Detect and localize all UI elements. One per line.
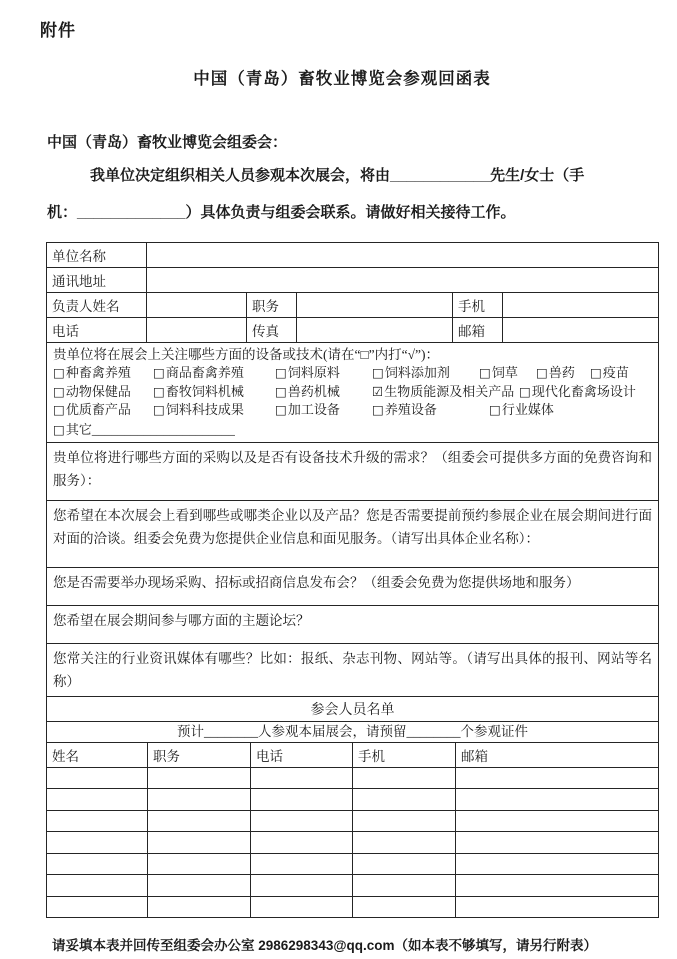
- question-forum-text: 您希望在展会期间参与哪方面的主题论坛？: [53, 612, 310, 628]
- participant-row: [47, 875, 659, 897]
- participant-cell-name[interactable]: [47, 832, 148, 854]
- participant-cell-mobile[interactable]: [353, 789, 456, 811]
- position-label: 职务: [247, 293, 297, 318]
- checkbox-unchecked-icon: □: [153, 383, 165, 399]
- other-blank[interactable]: ______________________: [91, 421, 235, 437]
- address-input[interactable]: [147, 268, 659, 293]
- checkbox-unchecked-icon: □: [489, 402, 501, 418]
- checkbox-option-label: 优质畜产品: [65, 402, 131, 418]
- participant-cell-email[interactable]: [456, 767, 659, 789]
- participant-cell-email[interactable]: [456, 853, 659, 875]
- participant-header-name: 姓名: [47, 742, 148, 767]
- question-companies-text: 您希望在本次展会上看到哪些或哪类企业以及产品？您是否需要提前预约参展企业在展会期间进行面对面的洽谈。组委会免费为您提供企业信息和面见服务。（请写出具体企业名称）：: [53, 507, 652, 546]
- other-option[interactable]: [53, 420, 652, 439]
- address-label: 通讯地址: [47, 268, 147, 293]
- company-name-label: 单位名称: [47, 243, 147, 268]
- checkbox-option-label: 兽药: [548, 365, 575, 380]
- participant-cell-phone[interactable]: [251, 789, 353, 811]
- participant-row: [47, 767, 659, 789]
- interest-checkbox-rows: [53, 364, 652, 420]
- checkbox-option[interactable]: [275, 364, 372, 383]
- checkbox-option[interactable]: [153, 401, 275, 420]
- checkbox-unchecked-icon: □: [275, 402, 287, 418]
- attachment-label: 附件: [40, 21, 76, 40]
- participant-cell-mobile[interactable]: [353, 875, 456, 897]
- checkbox-option[interactable]: [372, 383, 519, 402]
- checkbox-option-label: 现代化畜禽场设计: [531, 383, 636, 399]
- checkbox-option[interactable]: [519, 383, 636, 402]
- checkbox-checked-icon: ☑: [372, 383, 384, 399]
- checkbox-option-label: 疫苗: [602, 365, 629, 380]
- checkbox-option-label: 饲料原料: [287, 365, 340, 380]
- question-press-conference-text: 您是否需要举办现场采购、招标或招商信息发布会？（组委会免费为您提供场地和服务）: [53, 574, 580, 590]
- question-procurement[interactable]: [47, 442, 659, 500]
- participant-cell-phone[interactable]: [251, 896, 353, 918]
- participant-header-phone: 电话: [251, 742, 353, 767]
- company-name-input[interactable]: [147, 243, 659, 268]
- question-forum[interactable]: [47, 605, 659, 643]
- participant-cell-email[interactable]: [456, 810, 659, 832]
- mobile-input[interactable]: [503, 293, 659, 318]
- checkbox-option[interactable]: [590, 364, 629, 383]
- fax-input[interactable]: [297, 318, 453, 343]
- checkbox-option[interactable]: [153, 364, 275, 383]
- participant-cell-email[interactable]: [456, 832, 659, 854]
- checkbox-option-label: 商品畜禽养殖: [165, 365, 244, 380]
- participant-cell-position[interactable]: [148, 810, 251, 832]
- participant-cell-mobile[interactable]: [353, 832, 456, 854]
- participant-cell-phone[interactable]: [251, 767, 353, 789]
- checkbox-unchecked-icon: □: [53, 365, 65, 380]
- checkbox-option-label: 饲料科技成果: [165, 402, 244, 418]
- participant-header-mobile: 手机: [353, 742, 456, 767]
- participant-cell-position[interactable]: [148, 875, 251, 897]
- question-press-conference[interactable]: [47, 567, 659, 605]
- participant-cell-position[interactable]: [148, 767, 251, 789]
- participant-cell-email[interactable]: [456, 896, 659, 918]
- participant-cell-name[interactable]: [47, 789, 148, 811]
- participant-cell-mobile[interactable]: [353, 810, 456, 832]
- checkbox-option-label: 加工设备: [287, 402, 340, 418]
- checkbox-unchecked-icon: □: [590, 365, 602, 380]
- checkbox-unchecked-icon: □: [372, 365, 384, 380]
- participants-estimate[interactable]: 预计________人参观本届展会，请预留________个参观证件: [47, 721, 659, 742]
- checkbox-option[interactable]: [275, 383, 372, 402]
- participant-cell-position[interactable]: [148, 853, 251, 875]
- checkbox-option-label: 动物保健品: [65, 383, 131, 399]
- email-input[interactable]: [503, 318, 659, 343]
- participant-row: [47, 810, 659, 832]
- checkbox-unchecked-icon: □: [536, 365, 548, 380]
- participant-header-row: [47, 742, 659, 767]
- participant-row: [47, 896, 659, 918]
- participant-cell-name[interactable]: [47, 853, 148, 875]
- checkbox-option[interactable]: [53, 401, 153, 420]
- checkbox-unchecked-icon: □: [153, 365, 165, 380]
- question-media[interactable]: [47, 643, 659, 696]
- checkbox-row: [53, 401, 652, 420]
- checkbox-option[interactable]: [53, 383, 153, 402]
- participants-table: [46, 742, 659, 919]
- participant-cell-name[interactable]: [47, 896, 148, 918]
- question-procurement-text: 贵单位将进行哪些方面的采购以及是否有设备技术升级的需求？（组委会可提供多方面的免费咨询和服务）：: [53, 449, 652, 488]
- participant-header-email: 邮箱: [456, 742, 659, 767]
- intro-line-1: 我单位决定组织相关人员参观本次展会，将由____________先生/女士（手: [90, 167, 585, 184]
- checkbox-option[interactable]: [153, 383, 275, 402]
- contact-name-input[interactable]: [147, 293, 247, 318]
- checkbox-unchecked-icon: □: [275, 365, 287, 380]
- checkbox-option-label: 兽药机械: [287, 383, 340, 399]
- footer-note: 请妥填本表并回传至组委会办公室 2986298343@qq.com（如本表不够填写，请另行附表）: [52, 938, 597, 954]
- checkbox-option-label: 生物质能源及相关产品: [384, 383, 515, 399]
- participant-cell-phone[interactable]: [251, 810, 353, 832]
- participant-cell-mobile[interactable]: [353, 853, 456, 875]
- checkbox-option-label: 饲料添加剂: [384, 365, 450, 380]
- participant-cell-position[interactable]: [148, 832, 251, 854]
- participant-row: [47, 853, 659, 875]
- interest-prompt: 贵单位将在展会上关注哪些方面的设备或技术(请在“□”内打“√”)：: [53, 347, 440, 362]
- checkbox-option-label: 行业媒体: [501, 402, 554, 418]
- checkbox-unchecked-icon: □: [153, 402, 165, 418]
- page-title: 中国（青岛）畜牧业博览会参观回函表: [193, 70, 491, 88]
- checkbox-unchecked-icon: □: [53, 402, 65, 418]
- email-label: 邮箱: [453, 318, 503, 343]
- checkbox-option-label: 种畜禽养殖: [65, 365, 131, 380]
- checkbox-option[interactable]: [536, 364, 590, 383]
- participant-cell-mobile[interactable]: [353, 767, 456, 789]
- checkbox-unchecked-icon: □: [275, 383, 287, 399]
- participant-cell-phone[interactable]: [251, 832, 353, 854]
- intro-line-2: 机：_____________）具体负责与组委会联系。请做好相关接待工作。: [47, 204, 516, 221]
- checkbox-option[interactable]: [372, 401, 489, 420]
- participant-cell-phone[interactable]: [251, 853, 353, 875]
- participant-cell-name[interactable]: [47, 875, 148, 897]
- participant-header-position: 职务: [148, 742, 251, 767]
- position-input[interactable]: [297, 293, 453, 318]
- participant-cell-mobile[interactable]: [353, 896, 456, 918]
- participant-row: [47, 789, 659, 811]
- fax-label: 传真: [247, 318, 297, 343]
- participant-cell-name[interactable]: [47, 810, 148, 832]
- checkbox-row: [53, 364, 652, 383]
- contact-name-label: 负责人姓名: [47, 293, 147, 318]
- checkbox-option[interactable]: [275, 401, 372, 420]
- participant-cell-email[interactable]: [456, 875, 659, 897]
- checkbox-option-label: 饲草: [491, 365, 518, 380]
- checkbox-option[interactable]: [489, 401, 554, 420]
- participant-cell-position[interactable]: [148, 896, 251, 918]
- checkbox-row: [53, 383, 652, 402]
- participant-cell-name[interactable]: [47, 767, 148, 789]
- interest-section: [47, 343, 659, 443]
- participant-row: [47, 832, 659, 854]
- checkbox-option-label: 养殖设备: [384, 402, 437, 418]
- checkbox-unchecked-icon: □: [519, 383, 531, 399]
- checkbox-unchecked-icon: □: [479, 365, 491, 380]
- question-media-text: 您常关注的行业资讯媒体有哪些？比如：报纸、杂志刊物、网站等。（请写出具体的报刊、网站等名称）: [53, 650, 652, 689]
- question-companies[interactable]: [47, 500, 659, 567]
- checkbox-unchecked-icon: □: [53, 421, 65, 437]
- participant-cell-position[interactable]: [148, 789, 251, 811]
- salutation: 中国（青岛）畜牧业博览会组委会：: [47, 134, 288, 151]
- participant-cell-email[interactable]: [456, 789, 659, 811]
- intro-paragraph: [47, 157, 647, 231]
- other-option-label: 其它: [65, 421, 92, 437]
- checkbox-option-label: 畜牧饲料机械: [165, 383, 244, 399]
- sections-table: [46, 342, 659, 743]
- participant-cell-phone[interactable]: [251, 875, 353, 897]
- checkbox-unchecked-icon: □: [53, 383, 65, 399]
- phone-input[interactable]: [147, 318, 247, 343]
- checkbox-option[interactable]: [479, 364, 536, 383]
- checkbox-unchecked-icon: □: [372, 402, 384, 418]
- participants-title: 参会人员名单: [47, 696, 659, 721]
- contact-table: [46, 242, 659, 343]
- mobile-label: 手机: [453, 293, 503, 318]
- phone-label: 电话: [47, 318, 147, 343]
- checkbox-option[interactable]: [53, 364, 153, 383]
- checkbox-option[interactable]: [372, 364, 479, 383]
